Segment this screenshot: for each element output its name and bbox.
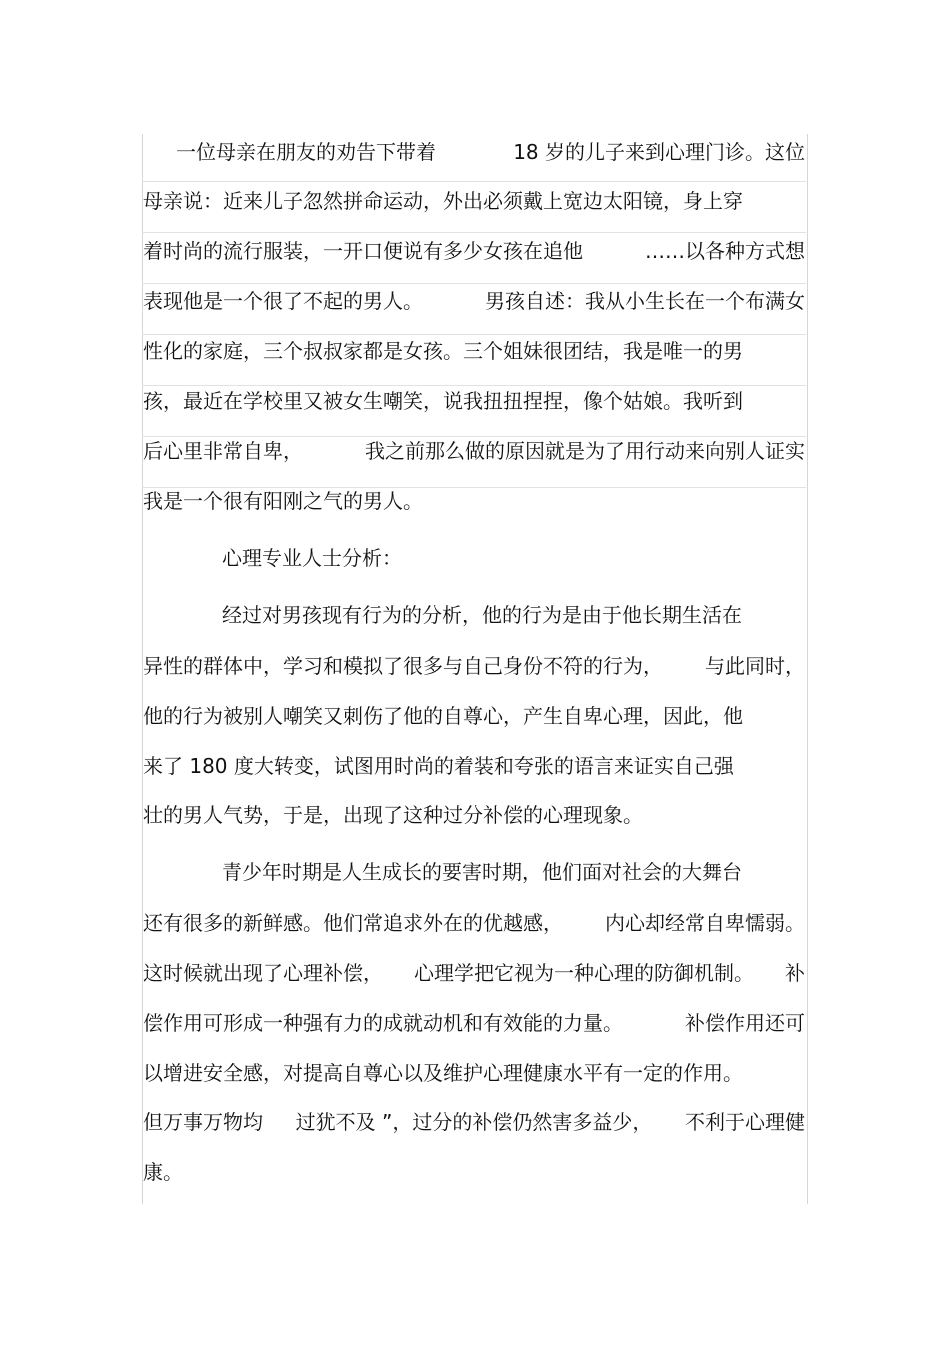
text-segment: 表现他是一个很了不起的男人。 <box>143 289 423 313</box>
text-segment: 经过对男孩现有行为的分析，他的行为是由于他长期生活在 <box>222 603 742 627</box>
text-segment: 内心却经常自卑懦弱。 <box>605 911 805 935</box>
text-segment: 性化的家庭，三个叔叔家都是女孩。三个姐妹很团结，我是唯一的男 <box>143 339 743 363</box>
analysis-heading <box>222 543 805 573</box>
text-segment: 异性的群体中，学习和模拟了很多与自己身份不符的行为， <box>143 654 663 678</box>
conclusion-paragraph-line <box>143 958 805 988</box>
text-segment: 以增进安全感，对提高自尊心以及维护心理健康水平有一定的作用。 <box>143 1061 743 1085</box>
text-segment: 着时尚的流行服装，一开口便说有多少女孩在追他 <box>143 239 583 263</box>
text-segment: 青少年时期是人生成长的要害时期，他们面对社会的大舞台 <box>222 860 742 884</box>
analysis-paragraph-line <box>143 701 805 731</box>
conclusion-paragraph-line <box>222 857 805 887</box>
analysis-paragraph-line <box>222 600 805 630</box>
text-segment: 后心里非常自卑， <box>143 439 303 463</box>
conclusion-paragraph-line <box>143 908 805 938</box>
text-segment: 我之前那么做的原因就是为了用行动来向别人证实 <box>365 439 805 463</box>
analysis-paragraph-line <box>143 751 805 781</box>
frame-rule <box>142 283 806 284</box>
text-segment: 补 <box>785 961 805 985</box>
analysis-paragraph-line <box>143 651 805 681</box>
text-segment: 心理学把它视为一种心理的防御机制。 <box>414 961 754 985</box>
frame-rule <box>142 232 806 233</box>
text-segment: 还有很多的新鲜感。他们常追求外在的优越感， <box>143 911 563 935</box>
text-segment: 偿作用可形成一种强有力的成就动机和有效能的力量。 <box>143 1011 623 1035</box>
analysis-paragraph-line <box>143 800 805 830</box>
text-segment: 补偿作用还可 <box>685 1011 805 1035</box>
text-segment: 母亲说：近来儿子忽然拼命运动，外出必须戴上宽边太阳镜，身上穿 <box>143 189 743 213</box>
frame-rule <box>142 334 806 335</box>
text-segment: 孩，最近在学校里又被女生嘲笑，说我扭扭捏捏，像个姑娘。我听到 <box>143 389 743 413</box>
text-segment: 我是一个很有阳刚之气的男人。 <box>143 489 423 513</box>
text-segment: 来了 180 度大转变，试图用时尚的着装和夸张的语言来证实自己强 <box>143 754 734 778</box>
text-segment: 壮的男人气势，于是，出现了这种过分补偿的心理现象。 <box>143 803 643 827</box>
frame-rule <box>142 181 806 182</box>
case-paragraph-line <box>143 236 805 266</box>
heading-text: 心理专业人士分析： <box>222 546 402 570</box>
text-segment: 但万事万物均 <box>143 1110 263 1134</box>
conclusion-paragraph-line <box>143 1058 805 1088</box>
case-paragraph-line <box>176 137 805 167</box>
text-segment: 与此同时， <box>705 654 805 678</box>
case-paragraph-line <box>143 336 805 366</box>
conclusion-paragraph-line <box>143 1107 805 1137</box>
text-segment: ……以各种方式想 <box>645 239 805 263</box>
conclusion-paragraph-line <box>143 1008 805 1038</box>
case-paragraph-line <box>143 486 805 516</box>
case-paragraph-line <box>143 436 805 466</box>
case-paragraph-line <box>143 186 805 216</box>
text-segment: 一位母亲在朋友的劝告下带着 <box>176 140 436 164</box>
text-segment: 18 岁的儿子来到心理门诊。这位 <box>513 140 805 164</box>
case-paragraph-line <box>143 286 805 316</box>
text-segment: 男孩自述：我从小生长在一个布满女 <box>485 289 805 313</box>
case-paragraph-line <box>143 386 805 416</box>
text-segment: 他的行为被别人嘲笑又刺伤了他的自尊心，产生自卑心理，因此，他 <box>143 704 743 728</box>
text-segment: 不利于心理健 <box>685 1110 805 1134</box>
text-segment: 过犹不及 ”，过分的补偿仍然害多益少， <box>295 1110 653 1134</box>
conclusion-paragraph-line <box>143 1157 805 1187</box>
text-segment: 这时候就出现了心理补偿， <box>143 961 383 985</box>
text-segment: 康。 <box>143 1160 183 1184</box>
